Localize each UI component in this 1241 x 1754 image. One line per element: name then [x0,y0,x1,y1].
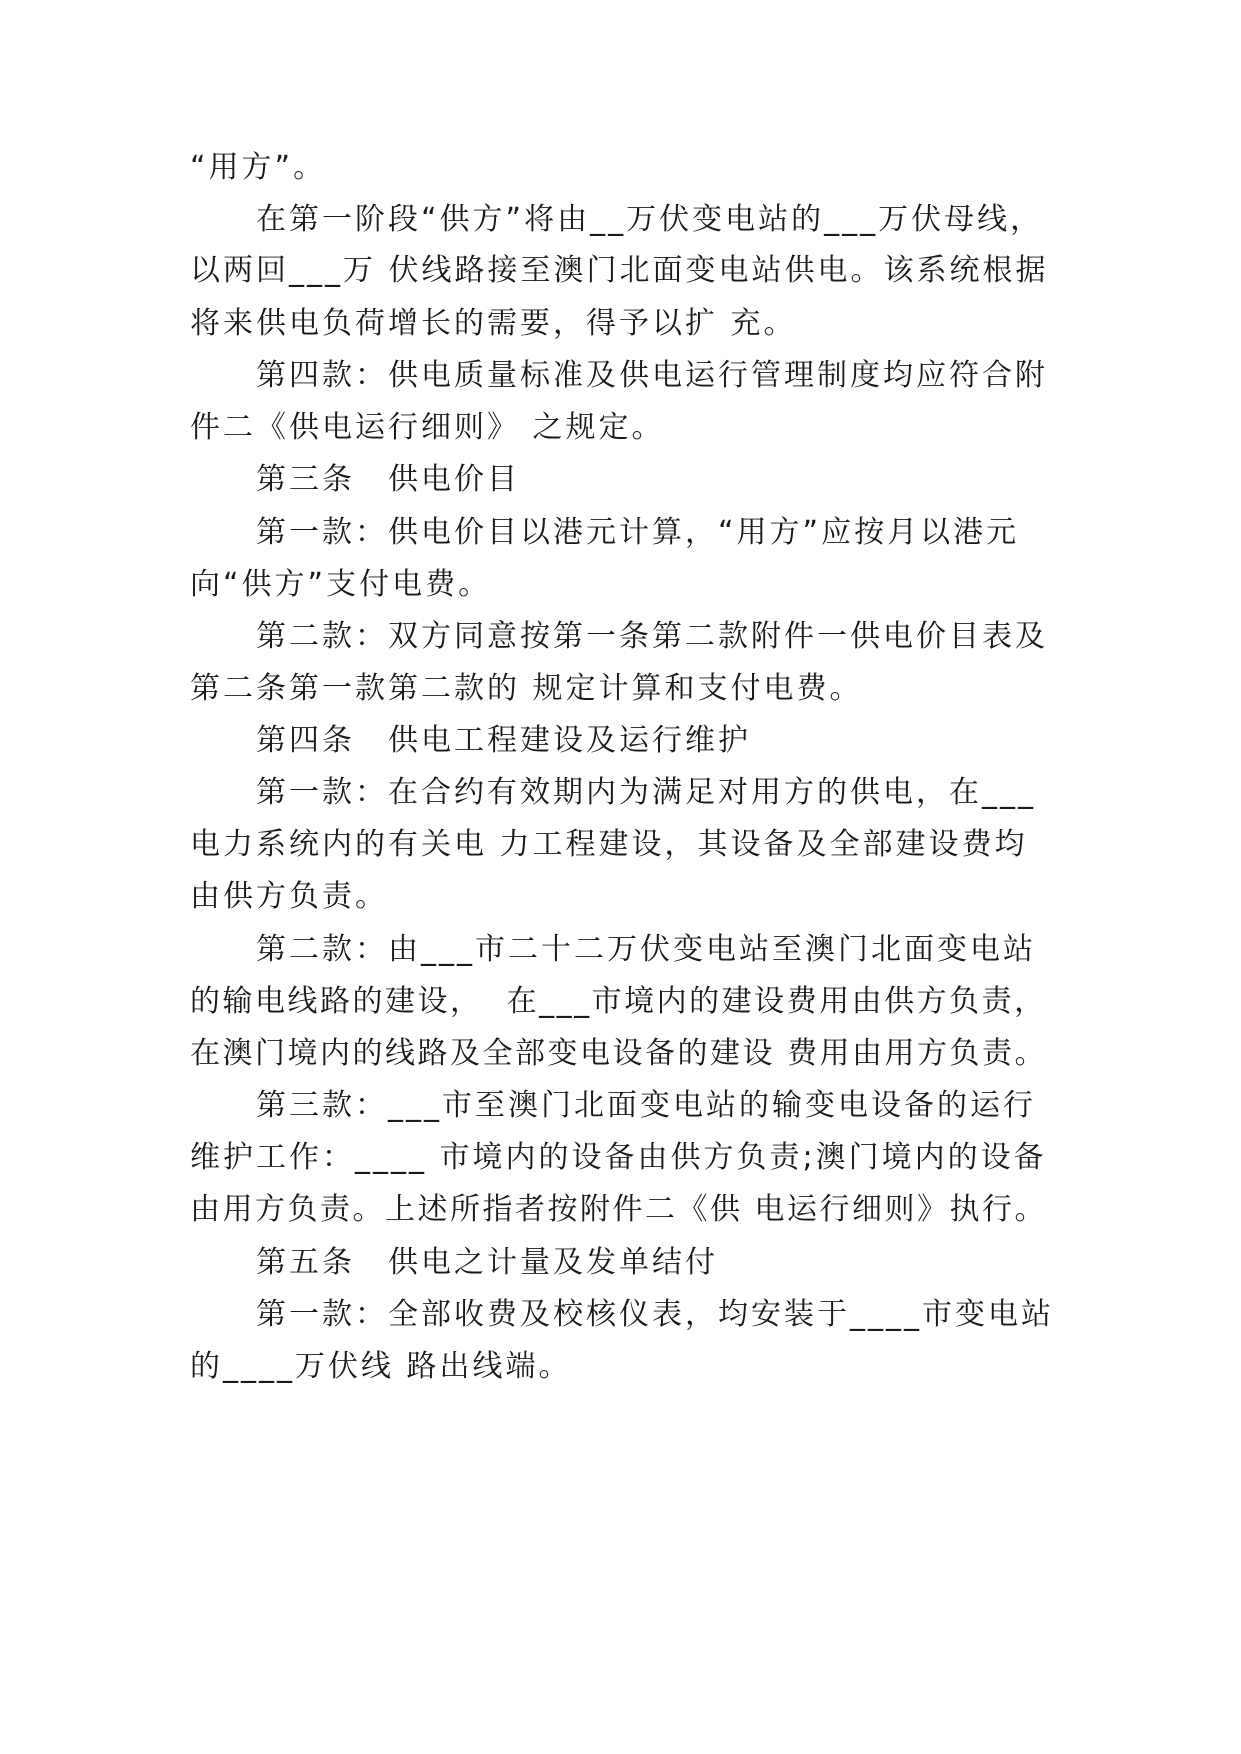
text-line-4: 将来供电负荷增长的需要，得予以扩 充。 [190,306,797,341]
text-line-9: 向“供方”支付电费。 [190,567,492,602]
text-line-24: 的____万伏线 路出线端。 [190,1349,572,1384]
text-line-17: 的输电线路的建设， 在___市境内的建设费用由供方负责， [190,984,1047,1019]
text-line-16: 第二款：由___市二十二万伏变电站至澳门北面变电站 [256,932,1036,967]
text-line-1: “用方”。 [190,150,327,185]
text-line-18: 在澳门境内的线路及全部变电设备的建设 费用由用方负责。 [190,1036,1048,1071]
text-line-6: 件二《供电运行细则》 之规定。 [190,410,665,445]
text-line-8: 第一款：供电价目以港元计算，“用方”应按月以港元 [256,515,1020,550]
text-line-13: 第一款：在合约有效期内为满足对用方的供电，在___ [256,775,1036,810]
text-line-11: 第二条第一款第二款的 规定计算和支付电费。 [190,671,863,706]
text-line-10: 第二款：双方同意按第一条第二款附件一供电价目表及 [256,619,1048,654]
text-line-2: 在第一阶段“供方”将由__万伏变电站的___万伏母线， [256,202,1044,237]
section-heading-3: 第三条 供电价目 [256,462,520,497]
text-line-19: 第三款：___市至澳门北面变电站的输变电设备的运行 [256,1088,1036,1123]
text-line-14: 电力系统内的有关电 力工程建设，其设备及全部建设费均 [190,827,1028,862]
section-heading-5: 第五条 供电之计量及发单结付 [256,1245,718,1280]
text-line-3: 以两回___万 伏线路接至澳门北面变电站供电。该系统根据 [190,253,1049,288]
section-heading-4: 第四条 供电工程建设及运行维护 [256,723,751,758]
text-line-23: 第一款：全部收费及校核仪表，均安装于____市变电站 [256,1297,1054,1332]
text-line-15: 由供方负责。 [190,879,388,914]
text-line-21: 由用方负责。上述所指者按附件二《供 电运行细则》执行。 [190,1192,1048,1227]
text-line-5: 第四款：供电质量标准及供电运行管理制度均应符合附 [256,358,1048,393]
text-line-20: 维护工作：____ 市境内的设备由供方负责;澳门境内的设备 [190,1140,1047,1175]
